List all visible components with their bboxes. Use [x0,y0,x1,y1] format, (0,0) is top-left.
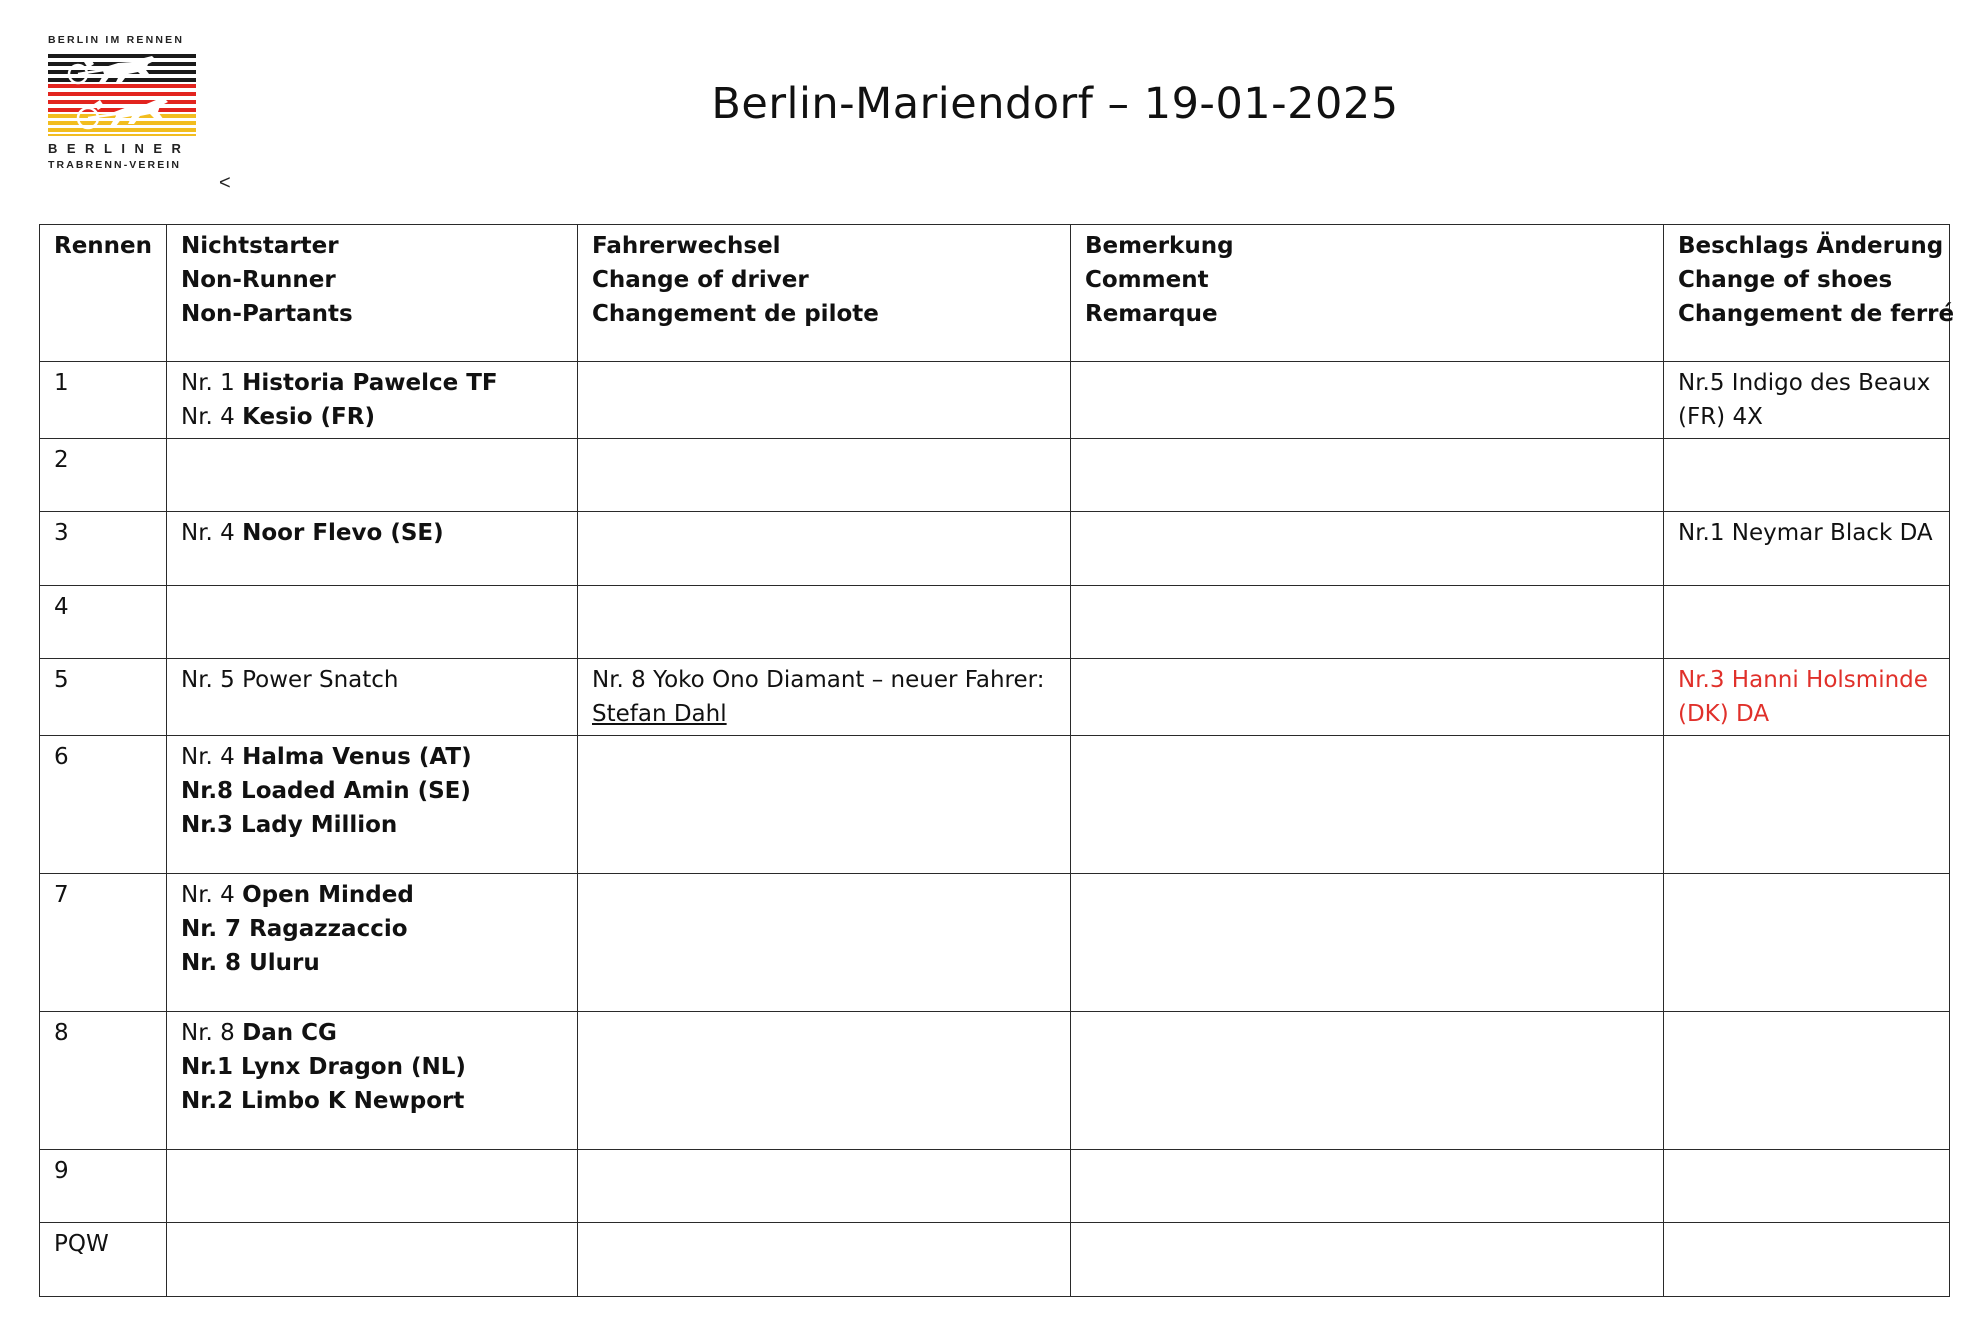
shoe-change-cell [1664,362,1950,439]
nonstarter-entry: Nr. 8 Uluru [181,950,320,976]
race-number: 2 [40,439,167,512]
race-number: 7 [40,874,167,1012]
table-header-row [40,225,1950,362]
header-comment-fr: Remarque [1085,301,1218,327]
driver-change-cell [578,736,1071,874]
nonstarter-entry [181,366,563,400]
driver-change-cell [578,1150,1071,1223]
table-row [40,659,1950,736]
driver-change-cell [578,362,1071,439]
race-number: 6 [40,736,167,874]
nonstarter-cell [167,736,578,874]
shoe-change-line: (FR) 4X [1678,404,1763,430]
entry-number: Nr. 4 [181,404,243,430]
header-shoes-fr: Changement de ferré [1678,301,1955,327]
race-number: 3 [40,512,167,586]
logo-top-text: BERLIN IM RENNEN [48,34,185,46]
table-row [40,362,1950,439]
table-row [40,1012,1950,1150]
race-number: 4 [40,586,167,659]
shoe-change-cell [1664,512,1950,586]
entry-number: Nr. 1 [181,370,243,396]
race-number: 5 [40,659,167,736]
nonstarter-cell [167,362,578,439]
entry-number: Nr. 4 [181,882,243,908]
nonstarter-cell [167,874,578,1012]
shoe-change-cell [1664,874,1950,1012]
entry-number: Nr. 4 [181,744,243,770]
trotting-horse-flag-icon [48,54,196,136]
header-shoes [1664,225,1955,362]
comment-cell [1071,874,1664,1012]
table-row [40,439,1950,512]
entry-number: Nr. 4 [181,520,243,546]
shoe-change-line: Nr.5 Indigo des Beaux [1678,370,1931,396]
table-row [40,512,1950,586]
logo-name: BERLINER [48,141,191,156]
nonstarter-entry: Nr. 5 Power Snatch [181,667,399,693]
table-row [40,1223,1950,1297]
driver-change-cell [578,586,1071,659]
comment-cell [1071,586,1664,659]
shoe-change-cell [1664,736,1950,874]
nonstarter-entry: Nr.2 Limbo K Newport [181,1088,465,1114]
nonstarter-entry: Nr.1 Lynx Dragon (NL) [181,1054,466,1080]
header-nonstarter-fr: Non-Partants [181,301,353,327]
nonstarter-entry: Nr.3 Lady Million [181,812,398,838]
nonstarter-entry: Nr.8 Loaded Amin (SE) [181,778,471,804]
driver-change-cell [578,1223,1071,1297]
nonstarter-entry: Nr. 7 Ragazzaccio [181,916,408,942]
header-shoes-en: Change of shoes [1678,267,1893,293]
comment-cell [1071,439,1664,512]
horse-name: Historia Pawelce TF [242,370,498,396]
race-number: 1 [40,362,167,439]
horse-name: Noor Flevo (SE) [242,520,444,546]
comment-cell [1071,659,1664,736]
comment-cell [1071,1223,1664,1297]
shoe-change-line: Nr.1 Neymar Black DA [1678,520,1933,546]
header-comment [1071,225,1664,362]
comment-cell [1071,512,1664,586]
horse-name: Kesio (FR) [242,404,375,430]
header-race [40,225,167,362]
logo-subtitle: TRABRENN-VEREIN [48,159,182,171]
nonstarter-entry [181,740,563,774]
header-nonstarter-en: Non-Runner [181,267,336,293]
table-row [40,1150,1950,1223]
driver-change-cell [578,439,1071,512]
entry-number: Nr. 8 [181,1020,243,1046]
shoe-change-cell [1664,586,1950,659]
nonstarter-entry [181,878,563,912]
nonstarter-cell [167,586,578,659]
driver-change-cell [578,874,1071,1012]
driver-change-cell [578,659,1071,736]
shoe-change-cell [1664,439,1950,512]
driver-change-cell [578,512,1071,586]
horse-name: Dan CG [242,1020,337,1046]
nonstarter-cell [167,1223,578,1297]
berliner-trabrenn-verein-logo [48,34,200,172]
race-number: 8 [40,1012,167,1150]
header-comment-en: Comment [1085,267,1209,293]
nonstarter-entry [181,400,563,434]
stray-caret-glyph: < [219,172,231,194]
horse-name: Open Minded [242,882,414,908]
comment-cell [1071,362,1664,439]
race-number: 9 [40,1150,167,1223]
table-row [40,586,1950,659]
comment-cell [1071,1012,1664,1150]
comment-cell [1071,1150,1664,1223]
shoe-change-cell [1664,1150,1950,1223]
table-row [40,736,1950,874]
driver-change-text: Nr. 8 Yoko Ono Diamant – neuer Fahrer: [592,667,1045,693]
shoe-change-cell [1664,1223,1950,1297]
header-shoes-de: Beschlags Änderung [1678,233,1944,259]
nonstarter-cell [167,659,578,736]
race-number: PQW [40,1223,167,1297]
table-row [40,874,1950,1012]
shoe-change-line: (DK) DA [1678,701,1770,727]
header-comment-de: Bemerkung [1085,233,1234,259]
driver-change-cell [578,1012,1071,1150]
header-driver-change [578,225,1071,362]
nonstarter-cell [167,512,578,586]
horse-name: Halma Venus (AT) [242,744,472,770]
nonstarter-entry [181,1016,563,1050]
shoe-change-line: Nr.3 Hanni Holsminde [1678,667,1928,693]
comment-cell [1071,736,1664,874]
nonstarter-cell [167,439,578,512]
shoe-change-cell [1664,659,1950,736]
race-changes-table [39,224,1955,1297]
header-nonstarter [167,225,578,362]
header-nonstarter-de: Nichtstarter [181,233,339,259]
header-driver-fr: Changement de pilote [592,301,879,327]
header-driver-de: Fahrerwechsel [592,233,781,259]
nonstarter-cell [167,1012,578,1150]
page-title: Berlin-Mariendorf – 19-01-2025 [711,79,1399,129]
shoe-change-cell [1664,1012,1950,1150]
header-race-label: Rennen [54,233,153,259]
nonstarter-entry [181,516,563,550]
header-driver-en: Change of driver [592,267,809,293]
new-driver-name: Stefan Dahl [592,701,727,727]
nonstarter-cell [167,1150,578,1223]
